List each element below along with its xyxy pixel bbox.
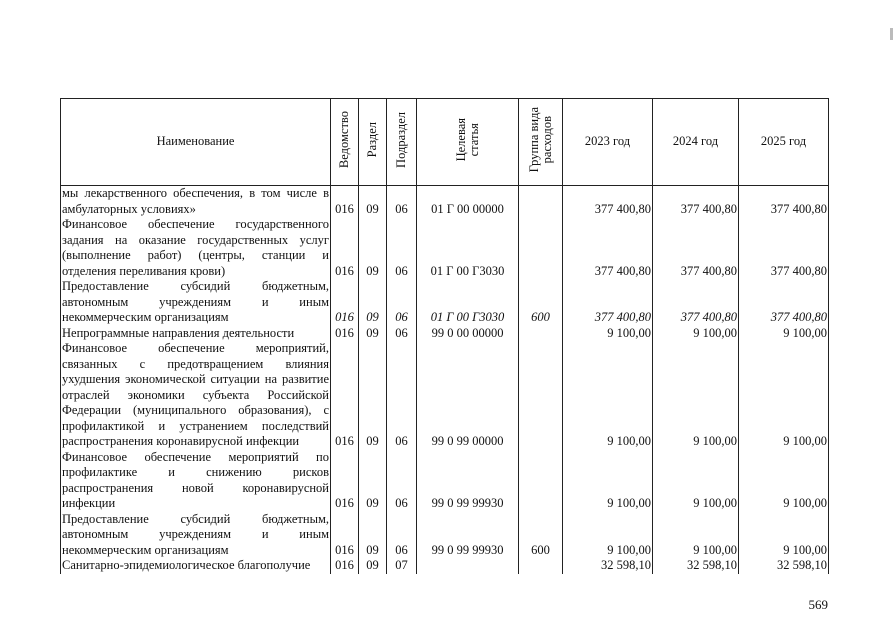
row-celevaya-statya [417,558,519,574]
row-razdel: 09 [359,558,387,574]
row-name: Финансовое обеспечение мероприятий по профилактике и снижению рисков распространения новой коронавирусной инфекции [62,449,329,510]
row-value-2024: 9 100,00 [653,450,739,512]
row-vedomstvo: 016 [331,186,359,218]
row-vedomstvo: 016 [331,512,359,559]
row-gruppa-vida [519,326,563,342]
row-razdel: 09 [359,341,387,450]
row-celevaya-statya: 99 0 99 99930 [417,512,519,559]
row-value-2024: 9 100,00 [653,341,739,450]
row-celevaya-statya: 99 0 00 00000 [417,326,519,342]
row-razdel: 09 [359,279,387,326]
row-celevaya-statya: 99 0 99 00000 [417,341,519,450]
header-row [61,99,829,186]
row-razdel: 09 [359,450,387,512]
row-vedomstvo: 016 [331,217,359,279]
row-podrazdel: 06 [387,450,417,512]
row-podrazdel: 06 [387,512,417,559]
row-celevaya-statya: 99 0 99 99930 [417,450,519,512]
row-value-2024: 9 100,00 [653,326,739,342]
row-podrazdel: 06 [387,326,417,342]
row-vedomstvo: 016 [331,279,359,326]
row-value-2023: 9 100,00 [563,326,653,342]
row-name: мы лекарственного обеспечения, в том числе в амбулаторных условиях» [62,186,329,216]
row-gruppa-vida: 600 [519,279,563,326]
row-gruppa-vida [519,558,563,574]
row-value-2024: 377 400,80 [653,186,739,218]
table-row [61,186,829,218]
row-value-2025: 9 100,00 [739,326,829,342]
row-podrazdel: 06 [387,279,417,326]
budget-table [60,98,829,574]
row-gruppa-vida [519,341,563,450]
row-podrazdel: 07 [387,558,417,574]
row-name: Финансовое обеспечение мероприятий, связанных с предотвращением влияния ухудшения экономической ситуации на развитие отраслей экономики субъекта Российской Федерации (муниципального образования), с профилактикой и устранением последствий распространения коронавирусной инфекции [62,341,329,448]
header-razdel: Раздел [359,99,387,186]
row-value-2025: 9 100,00 [739,450,829,512]
table-row [61,558,829,574]
row-name: Санитарно-эпидемиологическое благополучие [61,558,331,574]
row-name: Предоставление субсидий бюджетным, автономным учреждениям и иным некоммерческим организациям [62,511,329,557]
table-row [61,326,829,342]
header-celevaya-statya: Целевая статья [417,99,519,186]
row-value-2025: 32 598,10 [739,558,829,574]
table-row [61,217,829,279]
row-value-2023: 9 100,00 [563,341,653,450]
header-name: Наименование [61,99,331,186]
table-row [61,512,829,559]
row-razdel: 09 [359,217,387,279]
row-celevaya-statya: 01 Г 00 00000 [417,186,519,218]
row-value-2025: 377 400,80 [739,279,829,326]
row-razdel: 09 [359,512,387,559]
row-gruppa-vida [519,217,563,279]
row-value-2025: 377 400,80 [739,186,829,218]
row-value-2023: 9 100,00 [563,512,653,559]
header-2023: 2023 год [563,99,653,186]
table-row [61,450,829,512]
row-value-2024: 377 400,80 [653,217,739,279]
header-2025: 2025 год [739,99,829,186]
row-vedomstvo: 016 [331,450,359,512]
row-podrazdel: 06 [387,217,417,279]
row-razdel: 09 [359,326,387,342]
row-value-2025: 9 100,00 [739,512,829,559]
row-vedomstvo: 016 [331,326,359,342]
row-podrazdel: 06 [387,341,417,450]
row-vedomstvo: 016 [331,341,359,450]
page-number: 569 [808,597,828,612]
row-value-2023: 9 100,00 [563,450,653,512]
scan-edge-mark [890,28,893,40]
header-podrazdel: Подраздел [387,99,417,186]
row-razdel: 09 [359,186,387,218]
row-celevaya-statya: 01 Г 00 Г3030 [417,279,519,326]
table-row [61,341,829,450]
row-name: Предоставление субсидий бюджетным, автономным учреждениям и иным некоммерческим организациям [62,279,329,324]
header-vedomstvo: Ведомство [331,99,359,186]
row-value-2023: 377 400,80 [563,279,653,326]
row-value-2024: 32 598,10 [653,558,739,574]
row-gruppa-vida [519,186,563,218]
table-row [61,279,829,326]
row-value-2023: 377 400,80 [563,186,653,218]
row-gruppa-vida [519,450,563,512]
row-value-2024: 377 400,80 [653,279,739,326]
header-gruppa-vida: Группа вида расходов [519,99,563,186]
row-value-2023: 32 598,10 [563,558,653,574]
row-name: Финансовое обеспечение государственного задания на оказание государственных услуг (выполнение работ) (центры, станции и отделения переливания крови) [62,217,329,278]
row-podrazdel: 06 [387,186,417,218]
row-value-2023: 377 400,80 [563,217,653,279]
row-vedomstvo: 016 [331,558,359,574]
row-value-2024: 9 100,00 [653,512,739,559]
row-name: Непрограммные направления деятельности [61,326,331,342]
row-celevaya-statya: 01 Г 00 Г3030 [417,217,519,279]
row-value-2025: 377 400,80 [739,217,829,279]
row-gruppa-vida: 600 [519,512,563,559]
row-value-2025: 9 100,00 [739,341,829,450]
header-2024: 2024 год [653,99,739,186]
